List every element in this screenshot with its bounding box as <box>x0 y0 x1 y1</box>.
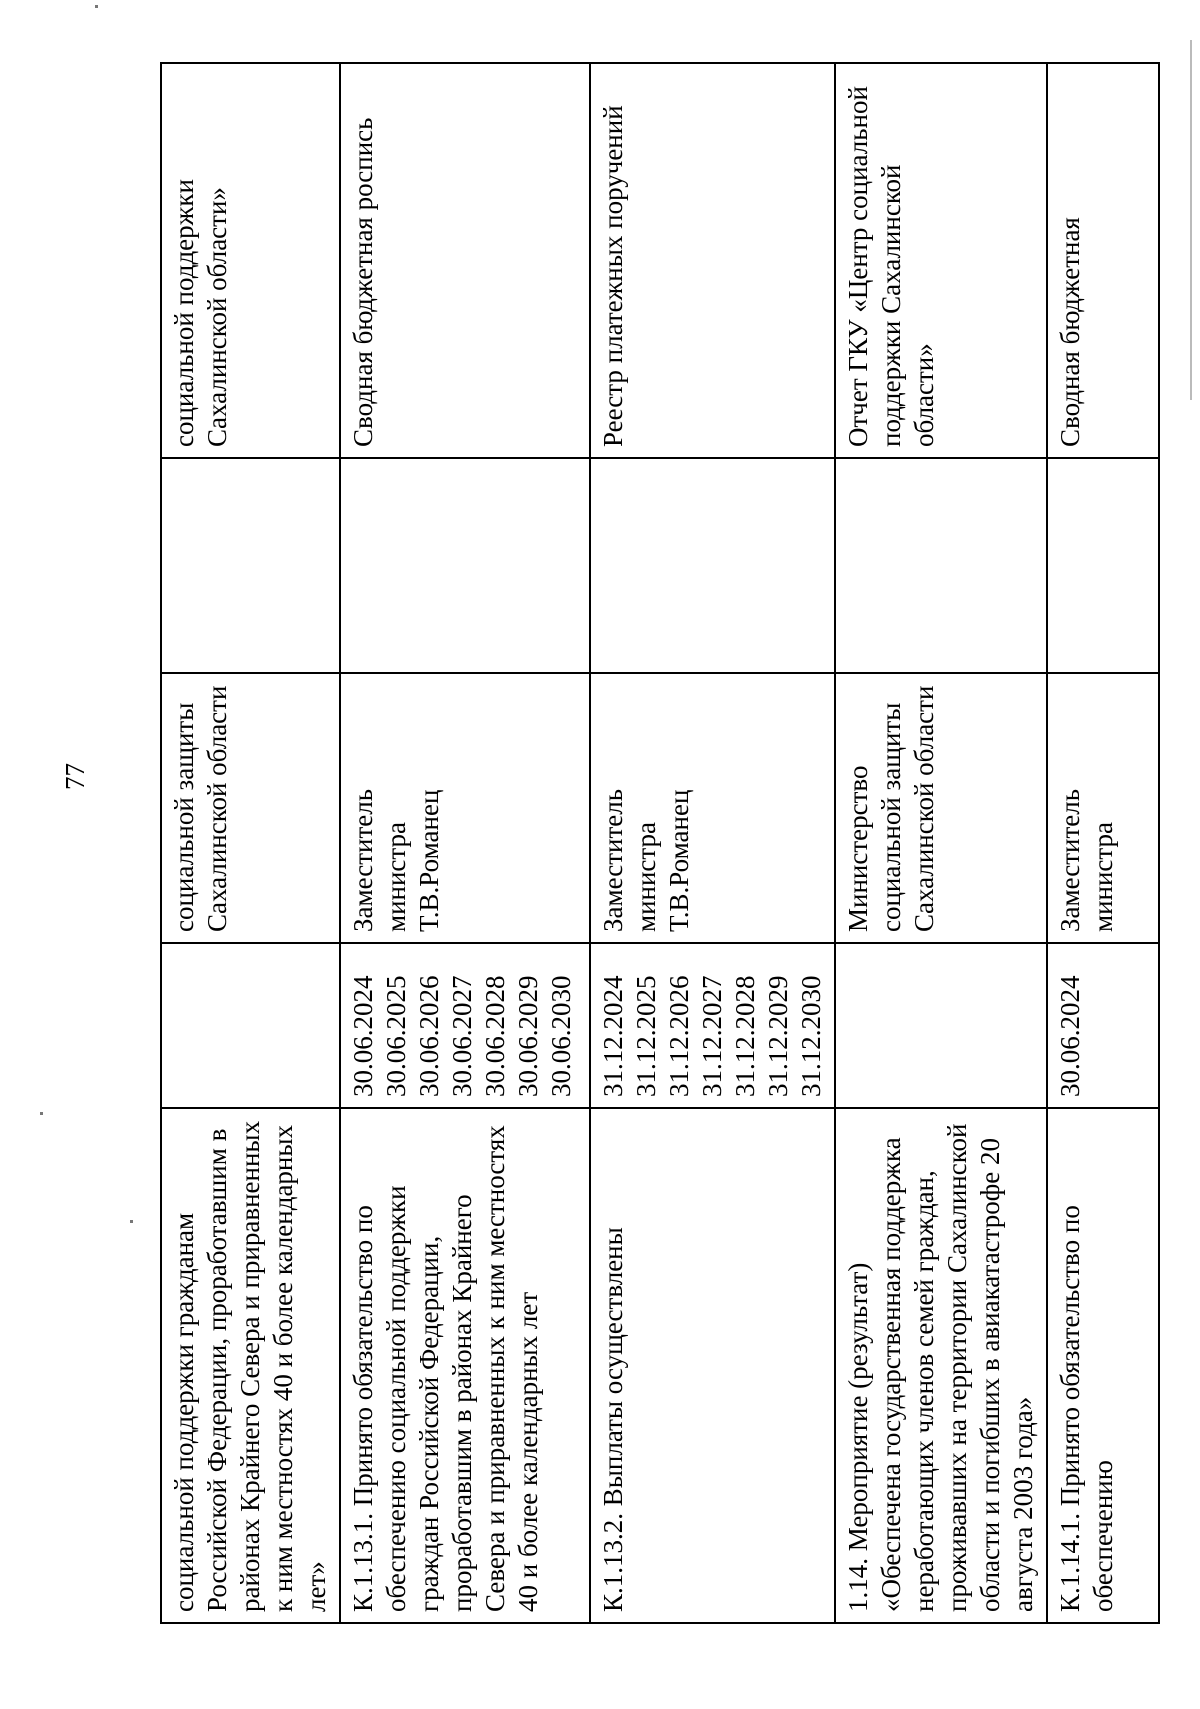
deadline-date: 30.06.2029 <box>513 975 543 1097</box>
table-row <box>590 63 835 1623</box>
deadline-date: 30.06.2030 <box>546 975 576 1097</box>
table-row <box>835 63 1047 1623</box>
deadline-date: 30.06.2026 <box>414 975 444 1097</box>
page-number: 77 <box>60 763 90 790</box>
deadline-date: 31.12.2028 <box>730 975 760 1097</box>
responsible-cell: Заместитель министра <box>1047 673 1159 943</box>
dates-cell <box>590 943 835 1108</box>
empty-cell <box>590 458 835 673</box>
deadline-date: 31.12.2030 <box>796 975 826 1097</box>
result-cell: 1.14. Мероприятие (результат) «Обеспечена государственная поддержка неработающих членов семей граждан, проживавших на территории Сахалинской области и погибших в авиакатастрофе 20 августа 2003 года» <box>835 1108 1047 1623</box>
result-cell: К.1.13.1. Принято обязательство по обеспечению социальной поддержки граждан Российской Федерации, проработавшим в районах Крайнего Севера и приравненных к ним местностях 40 и более календарных лет <box>340 1108 590 1623</box>
rotated-table-container <box>160 64 1160 1624</box>
scan-speck <box>130 1220 133 1223</box>
empty-cell <box>340 458 590 673</box>
scan-edge-mark <box>1190 40 1192 400</box>
deadline-date: 31.12.2029 <box>763 975 793 1097</box>
responsible-cell: Заместитель министра Т.В.Романец <box>590 673 835 943</box>
plan-table <box>160 62 1160 1624</box>
responsible-cell: Министерство социальной защиты Сахалинской области <box>835 673 1047 943</box>
deadline-date: 30.06.2024 <box>1055 975 1085 1097</box>
document-cell: Реестр платежных поручений <box>590 63 835 458</box>
deadline-date: 31.12.2026 <box>664 975 694 1097</box>
empty-cell <box>1047 458 1159 673</box>
scan-speck <box>40 1112 43 1115</box>
deadline-date: 31.12.2024 <box>598 975 628 1097</box>
result-cell: социальной поддержки гражданам Российской Федерации, проработавшим в районах Крайнего Севера и приравненных к ним местностях 40 и более календарных лет» <box>161 1108 340 1623</box>
empty-cell <box>835 458 1047 673</box>
deadline-date: 30.06.2024 <box>348 975 378 1097</box>
table-row <box>1047 63 1159 1623</box>
result-cell: К.1.13.2. Выплаты осуществлены <box>590 1108 835 1623</box>
scan-speck <box>95 5 98 8</box>
table-row <box>340 63 590 1623</box>
dates-cell <box>340 943 590 1108</box>
dates-cell <box>835 943 1047 1108</box>
result-cell: К.1.14.1. Принято обязательство по обеспечению <box>1047 1108 1159 1623</box>
responsible-cell: Заместитель министра Т.В.Романец <box>340 673 590 943</box>
deadline-date: 30.06.2028 <box>480 975 510 1097</box>
dates-cell <box>1047 943 1159 1108</box>
document-cell: Сводная бюджетная <box>1047 63 1159 458</box>
deadline-date: 30.06.2027 <box>447 975 477 1097</box>
document-cell: Сводная бюджетная роспись <box>340 63 590 458</box>
document-cell: Отчет ГКУ «Центр социальной поддержки Сахалинской области» <box>835 63 1047 458</box>
deadline-date: 31.12.2025 <box>631 975 661 1097</box>
dates-cell <box>161 943 340 1108</box>
deadline-date: 31.12.2027 <box>697 975 727 1097</box>
table-row <box>161 63 340 1623</box>
document-cell: социальной поддержки Сахалинской области» <box>161 63 340 458</box>
responsible-cell: социальной защиты Сахалинской области <box>161 673 340 943</box>
empty-cell <box>161 458 340 673</box>
deadline-date: 30.06.2025 <box>381 975 411 1097</box>
